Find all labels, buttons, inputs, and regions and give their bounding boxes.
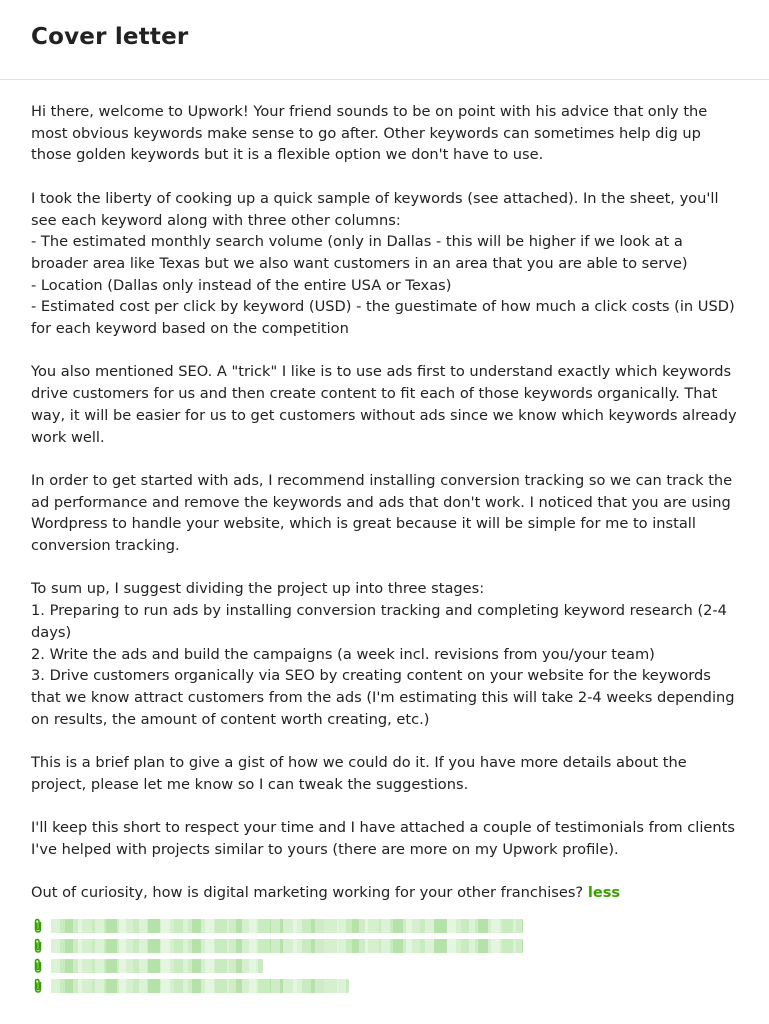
attachment-item[interactable]: [31, 936, 738, 956]
attachment-name-redacted: [51, 979, 349, 993]
letter-paragraph-6: This is a brief plan to give a gist of how we could do it. If you have more details about the project, please let me know so I can tweak the suggestions.: [31, 754, 687, 793]
letter-paragraph-3: You also mentioned SEO. A "trick" I like is to use ads first to understand exactly which keywords drive customers for us and then create content to fit each of those keywords organically. That way, it will be easier for us to get customers without ads since we know which keywords already work well.: [31, 363, 737, 446]
letter-paragraph-8-text: Out of curiosity, how is digital marketing working for your other franchises?: [31, 884, 584, 902]
page-title: Cover letter: [31, 24, 189, 50]
letter-paragraph-5: To sum up, I suggest dividing the project up into three stages: 1. Preparing to run ads by installing conversion tracking and completing keyword research (2-4 days) 2. Write the ads and build the campaigns (a week incl. revisions from you/your team) 3. Drive customers organically via SEO by creating content on your website for the keywords that we know attract customers from the ads (I'm estimating this will take 2-4 weeks depending on results, the amount of content worth creating, etc.): [31, 580, 735, 728]
attachment-item[interactable]: [31, 956, 738, 976]
attachment-item[interactable]: [31, 976, 738, 996]
letter-paragraph-2: I took the liberty of cooking up a quick sample of keywords (see attached). In the sheet, you'll see each keyword along with three other columns: - The estimated monthly search volume (only in Dallas - this will be higher if we look at a broader area like Texas but we also want customers in an area that you are able to serve) - Location (Dallas only instead of the entire USA or Texas) - Estimated cost per click by keyword (USD) - the guestimate of how much a click costs (in USD) for each keyword based on the competition: [31, 189, 735, 338]
paperclip-icon: [31, 918, 45, 934]
header: [0, 0, 769, 80]
letter-paragraph-7: I'll keep this short to respect your time and I have attached a couple of testimonials from clients I've helped with projects similar to yours (there are more on my Upwork profile).: [31, 819, 735, 858]
letter-paragraph-4: In order to get started with ads, I recommend installing conversion tracking so we can track the ad performance and remove the keywords and ads that don't work. I noticed that you are using Wordpress to handle your website, which is great because it will be simple for me to install conversion tracking.: [31, 471, 733, 555]
attachments-list: [31, 916, 738, 996]
less-link[interactable]: less: [587, 884, 621, 902]
letter-paragraph-1: Hi there, welcome to Upwork! Your friend sounds to be on point with his advice that only the most obvious keywords make sense to go after. Other keywords can sometimes help dig up those golden keywords but it is a flexible option we don't have to use.: [31, 103, 708, 164]
attachment-name-redacted: [51, 919, 523, 933]
paperclip-icon: [31, 978, 45, 994]
attachment-item[interactable]: [31, 916, 738, 936]
letter-paragraph-8: [31, 882, 738, 904]
cover-letter-body: [0, 80, 769, 996]
attachment-name-redacted: [51, 959, 263, 973]
attachment-name-redacted: [51, 939, 523, 953]
paperclip-icon: [31, 958, 45, 974]
paperclip-icon: [31, 938, 45, 954]
